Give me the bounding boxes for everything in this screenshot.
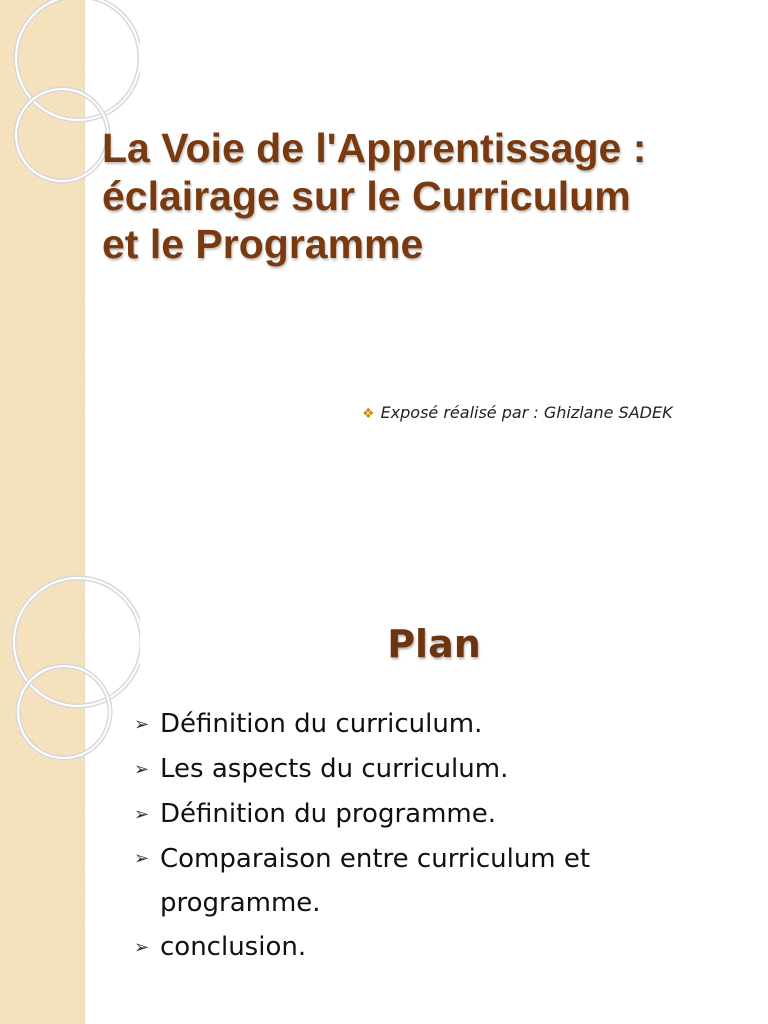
title-line: et le Programme xyxy=(102,221,424,267)
slide-title-text xyxy=(102,124,742,268)
plan-list xyxy=(134,702,744,970)
list-item xyxy=(134,792,744,837)
list-item-text: Définition du programme. xyxy=(160,799,496,829)
author-line xyxy=(362,403,673,422)
arrow-bullet-icon: ➢ xyxy=(134,804,150,825)
list-item-text: Définition du curriculum. xyxy=(160,709,483,739)
arrow-bullet-icon: ➢ xyxy=(134,714,150,735)
title-line: éclairage sur le Curriculum xyxy=(102,173,631,219)
list-item-text: conclusion. xyxy=(160,932,307,962)
list-item xyxy=(134,702,744,747)
arrow-bullet-icon: ➢ xyxy=(134,848,150,869)
list-item xyxy=(134,837,744,925)
list-item-text: Comparaison entre curriculum et programme. xyxy=(160,844,591,918)
diamond-bullet-icon: ❖ xyxy=(362,406,375,422)
list-item xyxy=(134,747,744,792)
plan-heading: Plan xyxy=(387,622,481,666)
arrow-bullet-icon: ➢ xyxy=(134,937,150,958)
list-item xyxy=(134,925,744,970)
list-item-text: Les aspects du curriculum. xyxy=(160,754,509,784)
arrow-bullet-icon: ➢ xyxy=(134,759,150,780)
author-text: Exposé réalisé par : Ghizlane SADEK xyxy=(380,403,673,422)
title-line: La Voie de l'Apprentissage : xyxy=(102,125,647,171)
